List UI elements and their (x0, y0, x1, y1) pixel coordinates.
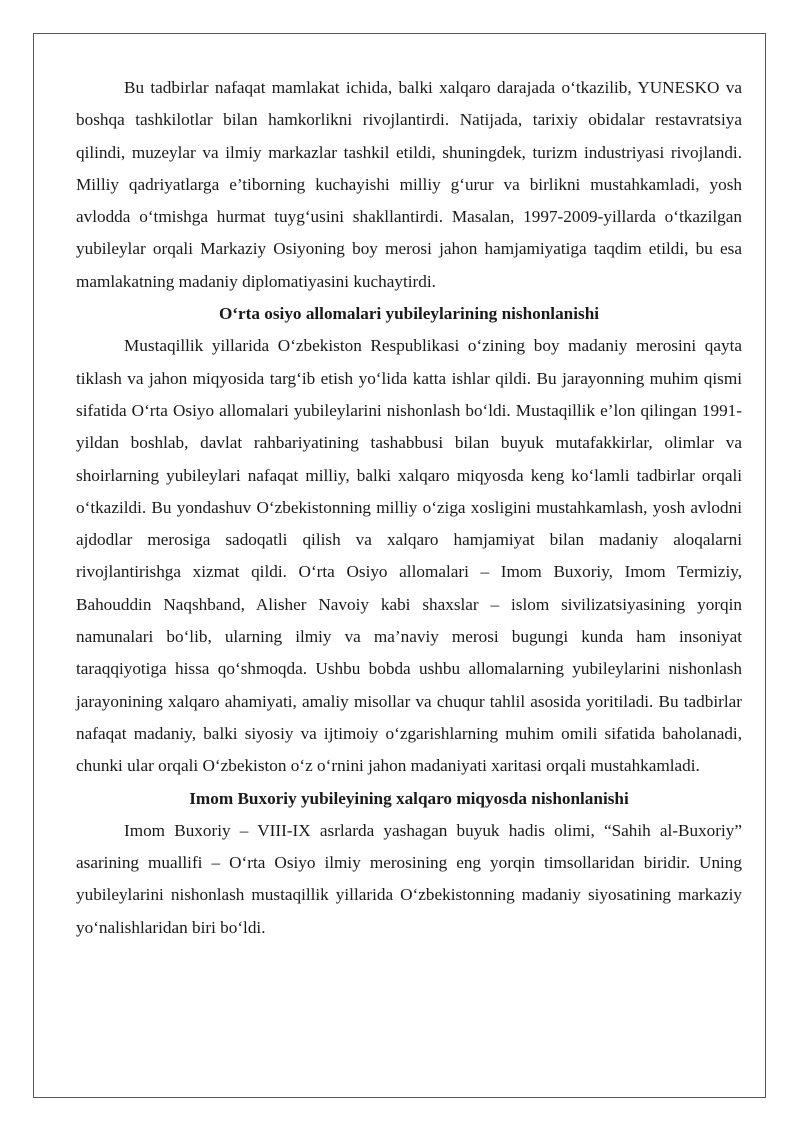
paragraph-intro: Bu tadbirlar nafaqat mamlakat ichida, balki xalqaro darajada o‘tkazilib, YUNESKO va boshqa tashkilotlar bilan hamkorlikni rivojlantirdi. Natijada, tarixiy obidalar restavratsiya qilindi, muzeylar va ilmiy markazlar tashkil etildi, shuningdek, turizm industriyasi rivojlandi. Milliy qadriyatlarga e’tiborning kuchayishi milliy g‘urur va birlikni mustahkamladi, yosh avlodda o‘tmishga hurmat tuyg‘usini shakllantirdi. Masalan, 1997-2009-yillarda o‘tkazilgan yubileylar orqali Markaziy Osiyoning boy merosi jahon hamjamiyatiga taqdim etildi, bu esa mamlakatning madaniy diplomatiyasini kuchaytirdi. (76, 78, 742, 291)
paragraph-allomalar: Mustaqillik yillarida O‘zbekiston Respublikasi o‘zining boy madaniy merosini qayta tiklash va jahon miqyosida targ‘ib etish yo‘lida katta ishlar qildi. Bu jarayonning muhim qismi sifatida O‘rta Osiyo allomalari yubileylarini nishonlash bo‘ldi. Mustaqillik e’lon qilingan 1991-yildan boshlab, davlat rahbariyatining tashabbusi bilan buyuk mutafakkirlar, olimlar va shoirlarning yubileylari nafaqat milliy, balki xalqaro miqyosda keng ko‘lamli tadbirlar orqali o‘tkazildi. Bu yondashuv O‘zbekistonning milliy o‘ziga xosligini mustahkamlash, yosh avlodni ajdodlar merosiga sadoqatli qilish va xalqaro hamjamiyat bilan madaniy aloqalarni rivojlantirishga xizmat qildi. O‘rta Osiyo allomalari – Imom Buxoriy, Imom Termiziy, Bahouddin Naqshband, Alisher Navoiy kabi shaxslar – islom sivilizatsiyasining yorqin namunalari bo‘lib, ularning ilmiy va ma’naviy merosi bugungi kunda ham insoniyat taraqqiyotiga hissa qo‘shmoqda. Ushbu bobda ushbu allomalarning yubileylarini nishonlash jarayonining xalqaro ahamiyati, amaliy misollar va chuqur tahlil asosida yoritiladi. Bu tadbirlar nafaqat madaniy, balki siyosiy va ijtimoiy o‘zgarishlarning muhim omili sifatida baholanadi, chunki ular orqali O‘zbekiston o‘z o‘rnini jahon madaniyati xaritasi orqali mustahkamladi. (76, 336, 742, 776)
paragraph-imom-buxoriy: Imom Buxoriy – VIII-IX asrlarda yashagan buyuk hadis olimi, “Sahih al-Buxoriy” asarining muallifi – O‘rta Osiyo ilmiy merosining eng yorqin timsollaridan biridir. Uning yubileylarini nishonlash mustaqillik yillarida O‘zbekistonning madaniy siyosatining markaziy yo‘nalishlaridan biri bo‘ldi. (76, 820, 742, 937)
section-heading-imom-buxoriy: Imom Buxoriy yubileyining xalqaro miqyosda nishonlanishi (189, 788, 629, 808)
section-heading-allomalar: O‘rta osiyo allomalari yubileylarining nishonlanishi (218, 304, 600, 324)
document-body (76, 72, 742, 944)
